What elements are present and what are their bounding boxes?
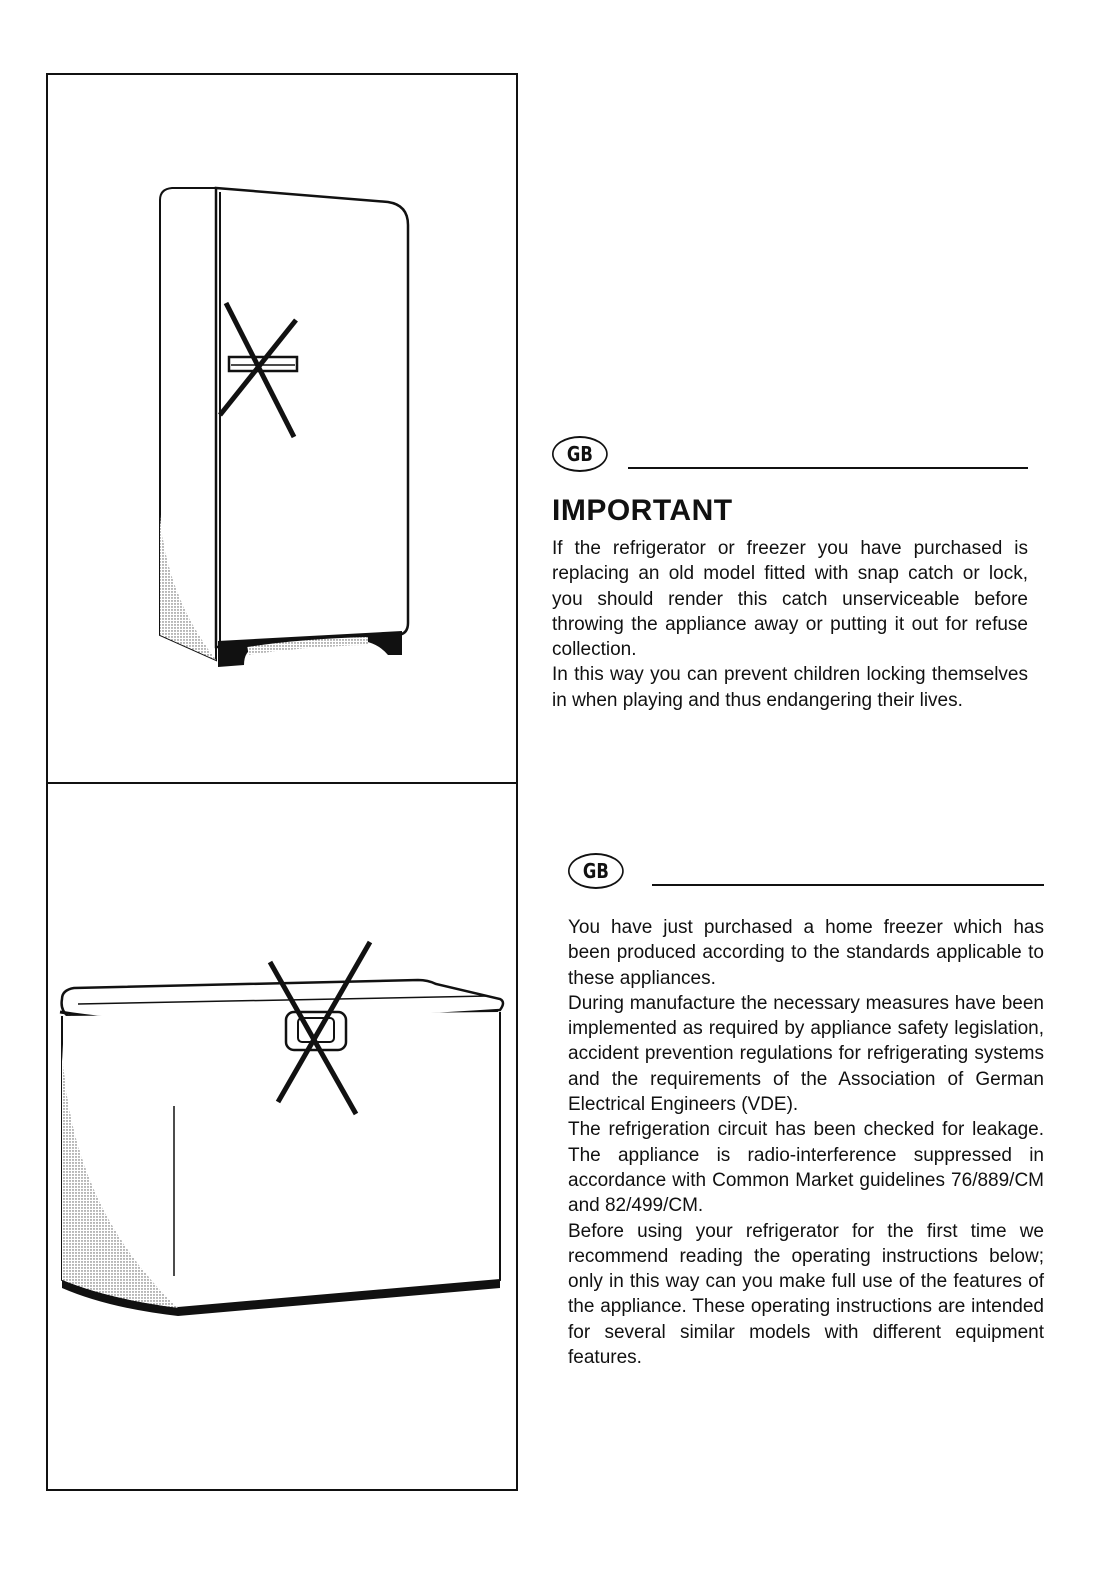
header-rule [652,884,1044,886]
language-badge: GB [568,853,624,889]
paragraph: Before using your refrigerator for the first time we recommend reading the operating instructions below; only in this way can you make full use of the features of the appliance. These operating instructions are intended for several similar models with different equipment features. [568,1220,1044,1369]
important-section [552,436,1028,713]
paragraph: The refrigeration circuit has been checked for leakage. The appliance is radio-interference suppressed in accordance with Common Market guidelines 76/889/CM and 82/499/CM. [568,1119,1044,1217]
paragraph: During manufacture the necessary measures have been implemented as required by appliance safety legislation, accident prevention regulations for refrigerating systems and the requirements of the Association of German Electrical Engineers (VDE). [568,992,1044,1116]
paragraph: You have just purchased a home freezer which has been produced according to the standards applicable to these appliances. [568,917,1044,989]
section-heading: IMPORTANT [552,494,733,527]
language-badge: GB [552,436,608,472]
upright-refrigerator-crossed-icon [48,75,516,781]
intro-section [568,853,1044,1370]
illustration-frame [46,73,518,1491]
chest-freezer-crossed-icon [48,784,516,1489]
section-header [568,853,1044,891]
section-header [552,436,1028,474]
paragraph: If the refrigerator or freezer you have purchased is replacing an old model fitted with snap catch or lock, you should render this catch unserviceable before throwing the appliance away or putting it out for refuse collection. [552,538,1028,661]
paragraph: In this way you can prevent children locking themselves in when playing and thus endangering their lives. [552,664,1028,711]
header-rule [628,467,1028,469]
